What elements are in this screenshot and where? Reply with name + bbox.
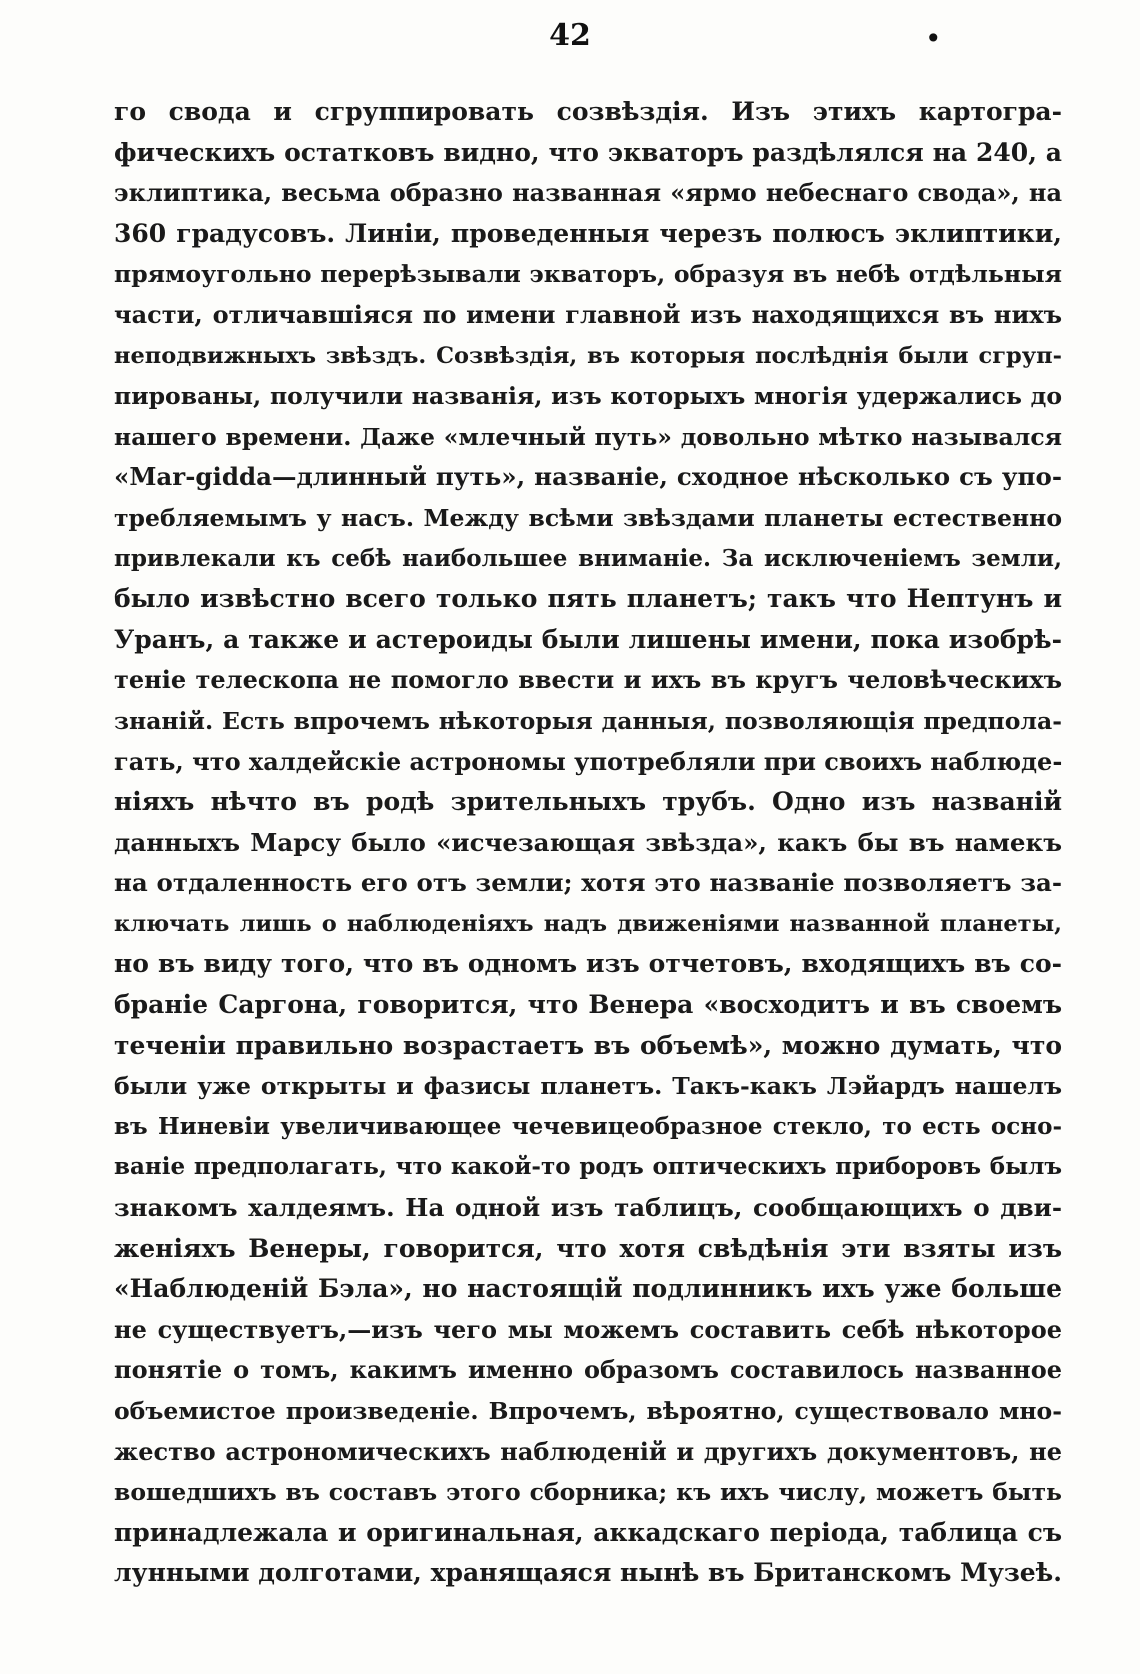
text-line: пированы, получили названія, изъ которыхъ многія удержались до: [114, 382, 1062, 411]
text-line: но въ виду того, что въ одномъ изъ отчетовъ, входящихъ въ со-: [114, 949, 1062, 979]
text-line: требляемымъ у насъ. Между всѣми звѣздами планеты естественно: [114, 503, 1062, 532]
text-line: теченіи правильно возрастаетъ въ объемѣ», можно думать, что: [114, 1030, 1062, 1060]
text-line: было извѣстно всего только пять планетъ; такъ что Нептунъ и: [114, 584, 1062, 614]
text-line: гать, что халдейскіе астрономы употребляли при своихъ наблюде-: [114, 746, 1062, 776]
text-line: объемистое произведеніе. Впрочемъ, вѣроятно, существовало мно-: [114, 1397, 1062, 1425]
text-line: «Mar-gidda—длинный путь», названіе, сходное нѣсколько съ упо-: [114, 462, 1062, 492]
text-line: ваніе предполагать, что какой-то родъ оптическихъ приборовъ былъ: [114, 1153, 1062, 1181]
text-line-last: лунными долготами, хранящаяся нынѣ въ Британскомъ Музеѣ.: [114, 1558, 1062, 1588]
text-line: фическихъ остатковъ видно, что экваторъ раздѣлялся на 240, а: [114, 137, 1062, 167]
text-line: Уранъ, а также и астероиды были лишены имени, пока изобрѣ-: [114, 624, 1062, 654]
text-line: данныхъ Марсу было «исчезающая звѣзда», какъ бы въ намекъ: [114, 827, 1062, 857]
page-number: 42: [549, 18, 591, 53]
text-line: ключать лишь о наблюденіяхъ надъ движеніями названной планеты,: [114, 910, 1062, 937]
text-line: неподвижныхъ звѣздъ. Созвѣздія, въ которыя послѣднія были сгруп-: [114, 342, 1062, 369]
text-line: го свода и сгруппировать созвѣздія. Изъ этихъ картогра-: [114, 97, 1062, 126]
text-line: браніе Саргона, говорится, что Венера «восходитъ и въ своемъ: [114, 990, 1062, 1020]
text-line: принадлежала и оригинальная, аккадскаго періода, таблица съ: [114, 1517, 1062, 1547]
text-line: части, отличавшіяся по имени главной изъ находящихся въ нихъ: [114, 299, 1062, 329]
text-line: эклиптика, весьма образно названная «ярмо небеснаго свода», на: [114, 178, 1062, 208]
page-mark: •: [925, 22, 942, 55]
text-line: привлекали къ себѣ наибольшее вниманіе. За исключеніемъ земли,: [114, 544, 1062, 572]
text-line: теніе телескопа не помогло ввести и ихъ въ кругъ человѣческихъ: [114, 665, 1062, 695]
text-line: женіяхъ Венеры, говорится, что хотя свѣдѣнія эти взяты изъ: [114, 1233, 1062, 1263]
text-line: прямоугольно перерѣзывали экваторъ, образуя въ небѣ отдѣльныя: [114, 260, 1062, 289]
text-line: ніяхъ нѣчто въ родѣ зрительныхъ трубъ. Одно изъ названій: [114, 787, 1062, 817]
text-line: знакомъ халдеямъ. На одной изъ таблицъ, сообщающихъ о дви-: [114, 1193, 1062, 1223]
body-text: [114, 92, 1062, 1594]
text-line: вошедшихъ въ составъ этого сборника; къ ихъ числу, можетъ быть: [114, 1478, 1062, 1507]
text-line: на отдаленность его отъ земли; хотя это названіе позволяетъ за-: [114, 868, 1062, 898]
text-line: въ Ниневіи увеличивающее чечевицеобразное стекло, то есть осно-: [114, 1112, 1062, 1140]
text-line: нашего времени. Даже «млечный путь» довольно мѣтко назывался: [114, 422, 1062, 451]
text-line: 360 градусовъ. Линіи, проведенныя черезъ полюсъ эклиптики,: [114, 218, 1062, 248]
text-line: понятіе о томъ, какимъ именно образомъ составилось названное: [114, 1355, 1062, 1385]
text-line: знаній. Есть впрочемъ нѣкоторыя данныя, позволяющія предпола-: [114, 706, 1062, 735]
text-line: «Наблюденій Бэла», но настоящій подлинникъ ихъ уже больше: [114, 1274, 1062, 1304]
text-line: жество астрономическихъ наблюденій и другихъ документовъ, не: [114, 1436, 1062, 1466]
text-line: были уже открыты и фазисы планетъ. Такъ-какъ Лэйардъ нашелъ: [114, 1072, 1062, 1101]
text-line: не существуетъ,—изъ чего мы можемъ составить себѣ нѣкоторое: [114, 1314, 1062, 1344]
